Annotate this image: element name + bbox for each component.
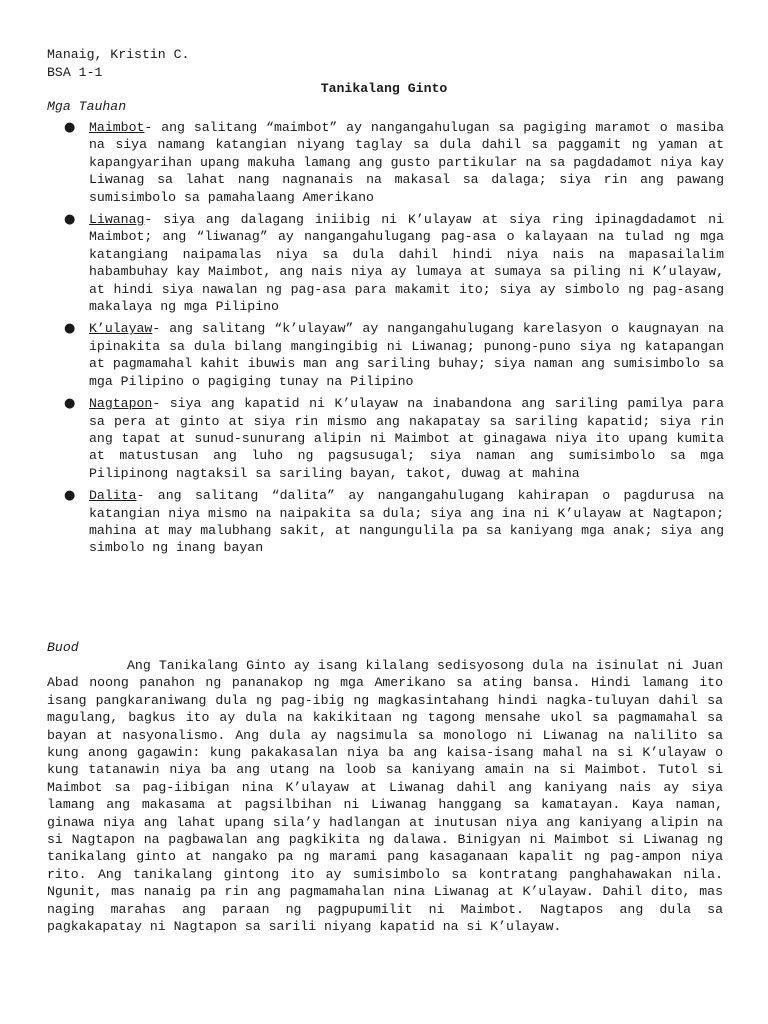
character-name: Maimbot <box>89 120 145 135</box>
summary-paragraph: Ang Tanikalang Ginto ay isang kilalang sedisyosong dula na isinulat ni Juan Abad noong panahon ng pananakop ng mga Amerikano sa ating bansa. Hindi lamang ito isang pangkaraniwang dula ng pag-ibig ng magkasintahang hindi nagka-tuluyan dahil sa magulang, bagkus ito ay dula na kakikitaan ng tagong mensahe ukol sa pagmamahal sa bayan at nasyonalismo. Ang dula ay nagsimula sa monologo ni Liwanag na nalilito sa kung anong gagawin: kung pakakasalan niya ba ang kaisa-isang mahal na si K’ulayaw o kung tatanawin niya ba ang utang na loob sa kaniyang amain na si Maimbot. Tutol si Maimbot sa pag-iibigan nina K’ulayaw at Liwanag dahil ang kaniyang nais ay siya lamang ang makasama at pagsilbihan ni Liwanag hanggang sa kamatayan. Kaya naman, ginawa niya ang lahat upang sila’y hadlangan at inutusan niya ang kaniyang alipin na si Nagtapon na pagbawalan ang pagkikita ng dalawa. Binigyan ni Maimbot si Liwanag ng tanikalang ginto at nangako pa ng marami pang kasaganaan kapalit ng pag-ampon niya rito. Ang tanikalang gintong ito ay sumisimbolo sa kontratang panghahawakan nila. Ngunit, mas nanaig pa rin ang pagmamahalan nina Liwanag at K’ulayaw. Dahil dito, mas naging marahas ang paraan ng pagpupumilit ni Maimbot. Nagtapos ang dula sa pagkakapatay ni Nagtapon sa sarili niyang kapatid na si K’ulayaw. <box>47 658 723 935</box>
character-description: - ang salitang “dalita” ay nangangahulugang kahirapan o pagdurusa na katangian niya mismo na naipakita sa dula; siya ang ina ni K’ulayaw at Nagtapon; mahina at may malubhang sakit, at nangungulila pa sa kaniyang mga anak; siya ang simbolo ng inang bayan <box>89 488 724 556</box>
document-title <box>0 80 768 97</box>
list-item <box>64 211 724 315</box>
bullet-icon: ● <box>64 321 76 337</box>
title-text: Tanikalang Ginto <box>320 81 448 96</box>
bullet-icon: ● <box>64 120 76 135</box>
author-name: Manaig, Kristin C. <box>47 47 190 62</box>
author-block <box>47 46 189 81</box>
section-label-buod: Buod <box>47 640 79 655</box>
character-description: - ang salitang “maimbot” ay nangangahulugan sa pagiging maramot o masiba na siya namang katangian niyang taglay sa dula dahil sa paggamit ng yaman at kapangyarihan upang makuha lamang ang gusto partikular na sa pagdadamot niya kay Liwanag sa lahat nang nagnanais na makasal sa dalaga; siya rin ang pawang sumisimbolo sa pamahalaang Amerikano <box>89 120 724 205</box>
list-item <box>64 487 724 557</box>
character-description: - ang salitang “k’ulayaw” ay nangangahulugang karelasyon o kaugnayan na ipinakita sa dula bilang mangingibig ni Liwanag; punong-puno siya ng katapangan at pagmamahal kahit ibuwis man ang sariling buhay; siya naman ang sumisimbolo sa mga Pilipino o pagiging tunay na Pilipino <box>89 321 724 389</box>
character-name: K’ulayaw <box>89 321 153 337</box>
list-item <box>64 119 724 206</box>
character-name: Nagtapon <box>89 396 153 412</box>
bullet-icon: ● <box>64 396 76 412</box>
section-label-tauhan: Mga Tauhan <box>47 99 127 114</box>
character-description: - siya ang kapatid ni K’ulayaw na inabandona ang sariling pamilya para sa pera at ginto at siya rin mismo ang nakapatay sa sariling kapatid; siya rin ang tapat at sunud-sunurang alipin ni Maimbot at ginagawa niya ito upang kumita at matustusan ang luho ng pagsusugal; siya naman ang sumisimbolo sa mga Pilipinong nagtaksil sa sariling bayan, takot, duwag at mahina <box>89 396 724 481</box>
bullet-icon: ● <box>64 488 76 504</box>
bullet-icon: ● <box>64 212 76 228</box>
character-name: Dalita <box>89 488 137 504</box>
character-name: Liwanag <box>89 212 145 228</box>
character-description: - siya ang dalagang iniibig ni K’ulayaw at siya ring ipinagdadamot ni Maimbot; ang “liwanag” ay nangangahulugang pag-asa o kalayaan na tulad ng mga katangiang naipamalas niya sa dula dahil hindi niya nais na mapasailalim habambuhay kay Maimbot, ang nais niya ay lumaya at sumaya sa piling ni K’ulayaw, at hindi siya nawalan ng pag-asa para makamit ito; siya ay simbolo ng pag-asang makalaya ng mga Pilipino <box>89 212 724 315</box>
character-list <box>64 119 724 562</box>
list-item <box>64 320 724 390</box>
author-section: BSA 1-1 <box>47 64 103 80</box>
list-item <box>64 395 724 482</box>
